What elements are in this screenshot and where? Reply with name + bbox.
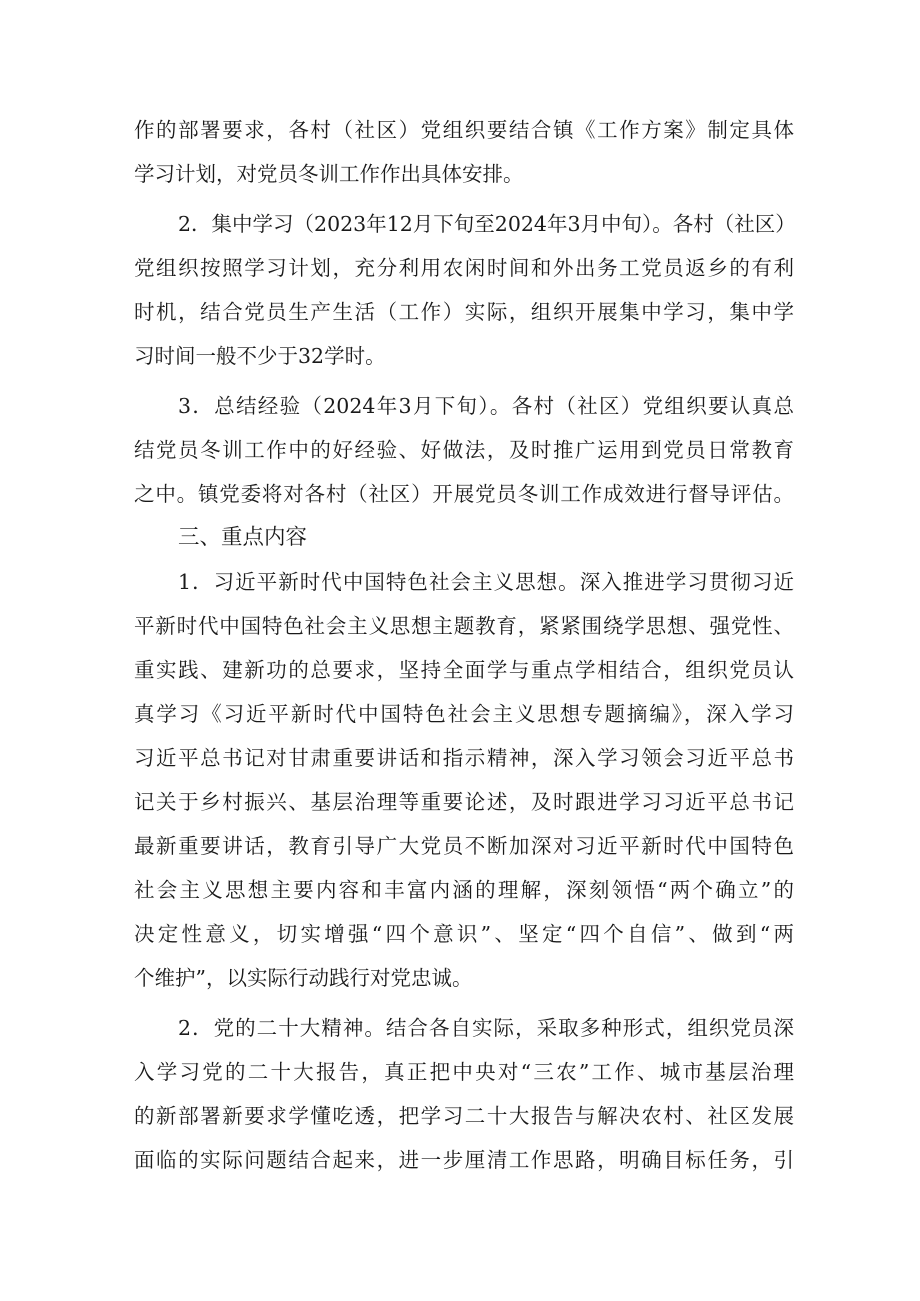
text-line: 记关于乡村振兴、基层治理等重要论述，及时跟进学习习近平总书记 [134,790,794,814]
text-line: 3．总结经验（2024年3月下旬）。各村（社区）党组织要认真总 [178,394,794,418]
text-line: 社会主义思想主要内容和丰富内涵的理解，深刻领悟“两个确立”的 [134,878,794,902]
text-line: 时机，结合党员生产生活（工作）实际，组织开展集中学习，集中学 [134,300,794,324]
heading-text: 三、重点内容 [178,525,308,550]
text-line: 平新时代中国特色社会主义思想主题教育，紧紧围绕学思想、强党性、 [134,614,794,638]
text-line: 重实践、建新功的总要求，坚持全面学与重点学相结合，组织党员认 [134,658,794,682]
paragraph-content-1 [134,560,794,1000]
text-line: 2．党的二十大精神。结合各自实际，采取多种形式，组织党员深 [178,1016,794,1040]
paragraph-step-2 [134,202,794,378]
paragraph-content-2 [134,1006,794,1182]
paragraph-step-3 [134,384,794,516]
text-line: 面临的实际问题结合起来，进一步厘清工作思路，明确目标任务，引 [134,1148,794,1172]
text-line: 习时间一般不少于32学时。 [134,344,386,368]
text-line: 个维护”，以实际行动践行对党忠诚。 [134,966,473,990]
text-line: 入学习党的二十大报告，真正把中央对“三农”工作、城市基层治理 [134,1060,794,1084]
text-line: 作的部署要求，各村（社区）党组织要结合镇《工作方案》制定具体 [134,118,794,142]
text-line: 学习计划，对党员冬训工作作出具体安排。 [134,162,524,186]
text-line: 党组织按照学习计划，充分利用农闲时间和外出务工党员返乡的有利 [134,256,794,280]
text-line: 最新重要讲话，教育引导广大党员不断加深对习近平新时代中国特色 [134,834,794,858]
text-line: 习近平总书记对甘肃重要讲话和指示精神，深入学习领会习近平总书 [134,746,794,770]
text-line: 的新部署新要求学懂吃透，把学习二十大报告与解决农村、社区发展 [134,1104,794,1128]
text-line: 结党员冬训工作中的好经验、好做法，及时推广运用到党员日常教育 [134,438,794,462]
text-line: 真学习《习近平新时代中国特色社会主义思想专题摘编》，深入学习 [134,702,794,726]
text-line: 1．习近平新时代中国特色社会主义思想。深入推进学习贯彻习近 [178,570,794,594]
text-line: 2．集中学习（2023年12月下旬至2024年3月中旬）。各村（社区） [178,212,796,236]
text-line: 决定性意义，切实增强“四个意识”、坚定“四个自信”、做到“两 [134,922,794,946]
section-heading [134,516,794,560]
paragraph-intro-tail [134,108,794,196]
document-body [134,108,794,1182]
text-line: 之中。镇党委将对各村（社区）开展党员冬训工作成效进行督导评估。 [134,482,794,506]
